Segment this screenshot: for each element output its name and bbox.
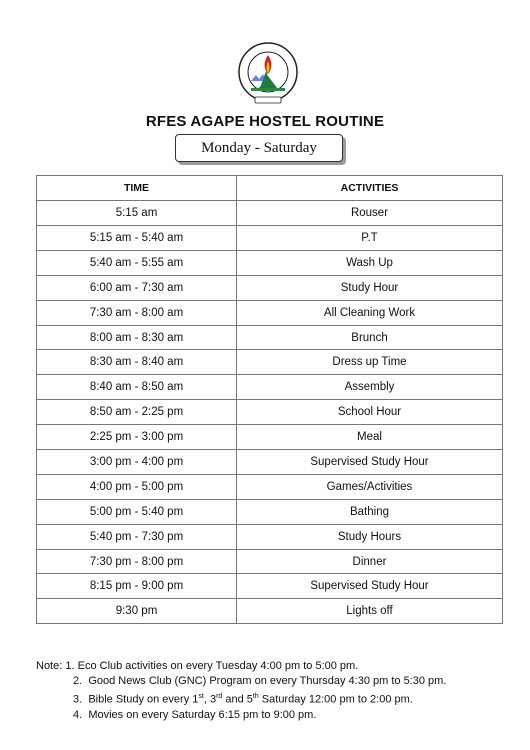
table-row xyxy=(37,500,503,525)
time-cell: 8:40 am - 8:50 am xyxy=(37,375,237,400)
table-row xyxy=(37,251,503,276)
table-row xyxy=(37,550,503,574)
activity-cell: Meal xyxy=(237,425,503,450)
time-cell: 5:40 am - 5:55 am xyxy=(37,251,237,276)
table-row xyxy=(37,425,503,450)
activity-cell: Supervised Study Hour xyxy=(237,450,503,475)
table-row xyxy=(37,400,503,425)
activity-cell: Dinner xyxy=(237,550,503,574)
note-number: 2. xyxy=(73,675,83,687)
ordinal-suffix: th xyxy=(252,693,259,700)
table-row xyxy=(37,475,503,500)
time-cell: 4:00 pm - 5:00 pm xyxy=(37,475,237,500)
note-text: Movies on every Saturday 6:15 pm to 9:00 pm. xyxy=(88,708,317,721)
note-text-start: Bible Study on every 1 xyxy=(88,693,199,706)
notes-section xyxy=(36,659,446,723)
note-item xyxy=(36,659,446,674)
time-cell: 7:30 am - 8:00 am xyxy=(37,301,237,326)
activity-cell: Games/Activities xyxy=(237,475,503,500)
school-emblem-logo xyxy=(237,41,299,107)
activity-cell: Study Hour xyxy=(237,276,503,301)
table-row xyxy=(37,326,503,350)
time-cell: 5:40 pm - 7:30 pm xyxy=(37,525,237,550)
note-item xyxy=(36,674,446,689)
table-row xyxy=(37,599,503,624)
note-number: 1. xyxy=(65,660,75,672)
activity-cell: P.T xyxy=(237,226,503,251)
schedule-days-label: Monday - Saturday xyxy=(175,134,343,162)
time-cell: 9:30 pm xyxy=(37,599,237,624)
note-text-part: , 3 xyxy=(203,693,217,706)
time-cell: 3:00 pm - 4:00 pm xyxy=(37,450,237,475)
time-cell: 6:00 am - 7:30 am xyxy=(37,276,237,301)
note-text-part: and 5 xyxy=(222,693,253,706)
time-cell: 2:25 pm - 3:00 pm xyxy=(37,425,237,450)
table-row xyxy=(37,276,503,301)
note-text: Good News Club (GNC) Program on every Thursday 4:30 pm to 5:30 pm. xyxy=(88,675,447,687)
time-column-header: TIME xyxy=(37,176,237,201)
time-cell: 8:30 am - 8:40 am xyxy=(37,350,237,375)
ordinal-suffix: rd xyxy=(216,693,223,700)
time-cell: 5:15 am xyxy=(37,201,237,226)
table-row xyxy=(37,525,503,550)
activity-cell: Bathing xyxy=(237,500,503,525)
note-item xyxy=(36,708,446,723)
note-number: 3. xyxy=(73,693,83,706)
table-row xyxy=(37,574,503,599)
table-row xyxy=(37,450,503,475)
routine-table xyxy=(36,175,503,624)
table-header-row xyxy=(37,176,503,201)
table-row xyxy=(37,350,503,375)
time-cell: 8:50 am - 2:25 pm xyxy=(37,400,237,425)
activity-cell: School Hour xyxy=(237,400,503,425)
activity-cell: Rouser xyxy=(237,201,503,226)
table-row xyxy=(37,301,503,326)
activity-cell: All Cleaning Work xyxy=(237,301,503,326)
activity-cell: Lights off xyxy=(237,599,503,624)
activity-cell: Wash Up xyxy=(237,251,503,276)
document-title: RFES AGAPE HOSTEL ROUTINE xyxy=(145,113,385,130)
activity-cell: Study Hours xyxy=(237,525,503,550)
activity-cell: Dress up Time xyxy=(237,350,503,375)
table-row xyxy=(37,226,503,251)
note-text: Eco Club activities on every Tuesday 4:00 pm to 5:00 pm. xyxy=(77,660,359,672)
time-cell: 5:15 am - 5:40 am xyxy=(37,226,237,251)
note-text-end: Saturday 12:00 pm to 2:00 pm. xyxy=(258,693,413,706)
time-cell: 5:00 pm - 5:40 pm xyxy=(37,500,237,525)
note-label: Note: xyxy=(36,660,63,672)
note-item xyxy=(36,689,446,708)
note-number: 4. xyxy=(73,708,83,721)
table-row xyxy=(37,201,503,226)
activity-cell: Brunch xyxy=(237,326,503,350)
activities-column-header: ACTIVITIES xyxy=(237,176,503,201)
time-cell: 8:15 pm - 9:00 pm xyxy=(37,574,237,599)
time-cell: 8:00 am - 8:30 am xyxy=(37,326,237,350)
activity-cell: Supervised Study Hour xyxy=(237,574,503,599)
activity-cell: Assembly xyxy=(237,375,503,400)
ordinal-suffix: st xyxy=(198,693,204,700)
time-cell: 7:30 pm - 8:00 pm xyxy=(37,550,237,574)
table-row xyxy=(37,375,503,400)
